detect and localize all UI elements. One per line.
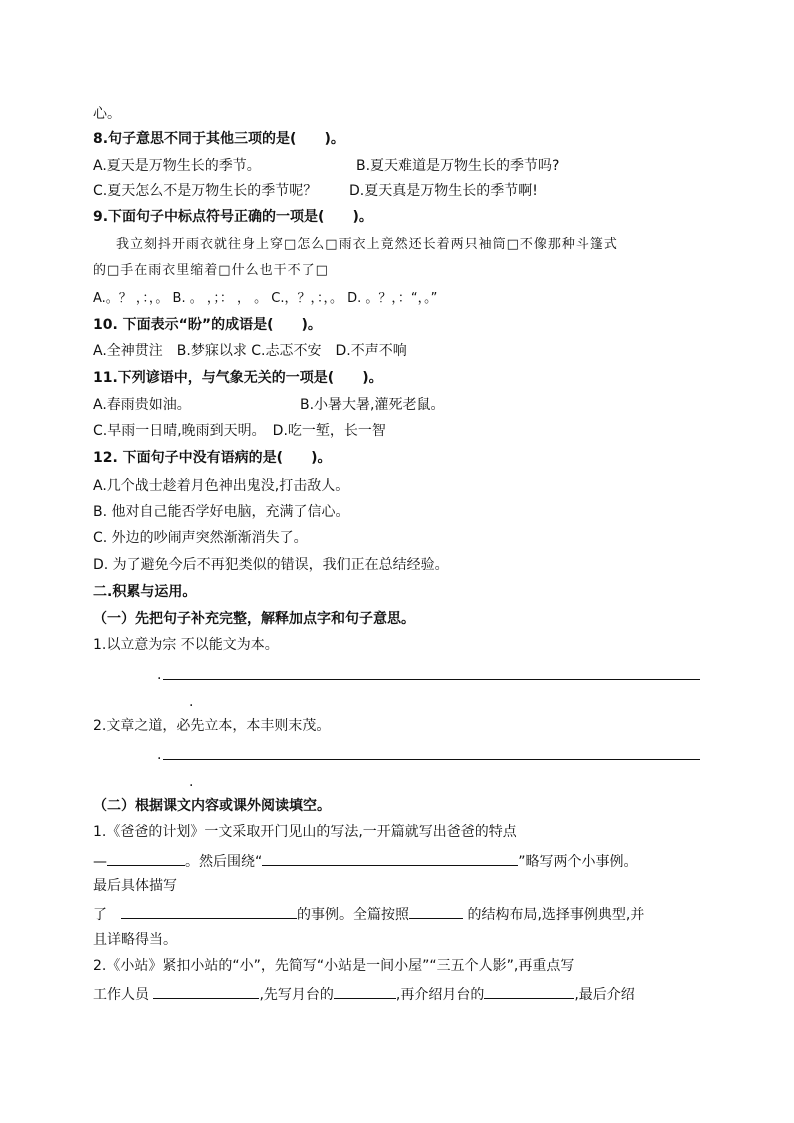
q8-option-c: C.夏天怎么不是万物生长的季节呢？ [93, 183, 318, 199]
q8-option-d: D.夏天真是万物生长的季节啊! [349, 183, 538, 199]
q8-option-b: B.夏天难道是万物生长的季节吗? [356, 158, 560, 174]
q9-sentence-line2: 的□手在雨衣里缩着□什么也干不了□ [93, 263, 329, 278]
dot-mark: . [189, 774, 194, 790]
reading-1-intro: 1.《爸爸的计划》一文采取开门见山的写法,一开篇就写出爸爸的特点 [93, 824, 517, 840]
question-10: 10. 下面表示“盼”的成语是( )。 [93, 317, 322, 333]
q11-option-b: B.小暑大暑,灌死老鼠。 [300, 397, 445, 413]
question-8: 8.句子意思不同于其他三项的是( )。 [93, 131, 345, 147]
question-12: 12. 下面句子中没有语病的是( )。 [93, 450, 332, 466]
subsection-1-heading: （一）先把句子补充完整，解释加点字和句子意思。 [93, 611, 415, 627]
q12-option-c: C. 外边的吵闹声突然渐渐消失了。 [93, 530, 308, 546]
q12-option-b: B. 他对自己能否学好电脑，充满了信心。 [93, 504, 350, 520]
reading-1-line3: 最后具体描写 [93, 878, 177, 894]
dot-mark: . [157, 667, 162, 683]
section-2-heading: 二.积累与运用。 [93, 584, 197, 600]
blank-trait[interactable] [107, 851, 185, 866]
q9-sentence-line1: 我立刻抖开雨衣就往身上穿□怎么□雨衣上竟然还长着两只袖筒□不像那种斗篷式 [102, 237, 618, 252]
reading-1-text: ”略写两个小事例。 [518, 854, 638, 870]
blank-platform-2[interactable] [484, 984, 574, 999]
reading-2-line2 [93, 984, 635, 1004]
question-11: 11.下列谚语中，与气象无关的一项是( )。 [93, 370, 383, 386]
dash-mark: — [93, 854, 107, 870]
blank-staff[interactable] [153, 984, 259, 999]
subsection-2-heading: （二）根据课文内容或课外阅读填空。 [93, 798, 331, 814]
blank-platform-1[interactable] [334, 984, 396, 999]
reading-1-text: 的事例。全篇按照 [297, 907, 409, 923]
q12-option-a: A.几个战士趁着月色神出鬼没,打击敌人。 [93, 478, 350, 494]
blank-example[interactable] [121, 904, 297, 919]
reading-2-text: 工作人员 [93, 987, 154, 1003]
reading-2-intro: 2.《小站》紧扣小站的“小”，先简写“小站是一间小屋”“三五个人影”,再重点写 [93, 958, 575, 974]
blank-structure[interactable] [409, 904, 463, 919]
q8-option-a: A.夏天是万物生长的季节。 [93, 158, 261, 174]
answer-line-2[interactable] [163, 759, 700, 760]
q11-option-a: A.春雨贵如油。 [93, 397, 191, 413]
q12-option-d: D. 为了避免今后不再犯类似的错误，我们正在总结经验。 [93, 557, 449, 573]
dot-mark: . [189, 694, 194, 710]
sentence-1: 1.以立意为宗 不以能文为本。 [93, 637, 279, 653]
reading-1-line2 [93, 851, 638, 871]
reading-2-text: ,先写月台的 [259, 987, 334, 1003]
question-9: 9.下面句子中标点符号正确的一项是( )。 [93, 209, 373, 225]
reading-1-line4 [93, 904, 644, 924]
q9-options: A.。？ ，：，。 B. 。 ，；： ， 。 C.，？，：，。 D. 。？，：“，。” [93, 291, 438, 306]
blank-theme[interactable] [262, 851, 518, 866]
reading-1-text: 的结构布局,选择事例典型,并 [463, 907, 645, 923]
reading-1-text: 了 [93, 907, 121, 923]
sentence-2: 2.文章之道，必先立本，本丰则末茂。 [93, 718, 331, 734]
reading-2-text: ,再介绍月台的 [395, 987, 485, 1003]
q10-options: A.全神贯注 B.梦寐以求 C.忐忑不安 D.不声不响 [93, 343, 407, 359]
reading-2-text: ,最后介绍 [574, 987, 635, 1003]
dot-mark: . [157, 747, 162, 763]
reading-1-line5: 且详略得当。 [93, 932, 177, 948]
reading-1-text: 。然后围绕“ [185, 854, 263, 870]
continued-text: 心。 [93, 106, 121, 122]
q11-options-cd: C.早雨一日晴,晚雨到天明。 D.吃一堑，长一智 [93, 423, 386, 439]
answer-line-1[interactable] [163, 679, 700, 680]
